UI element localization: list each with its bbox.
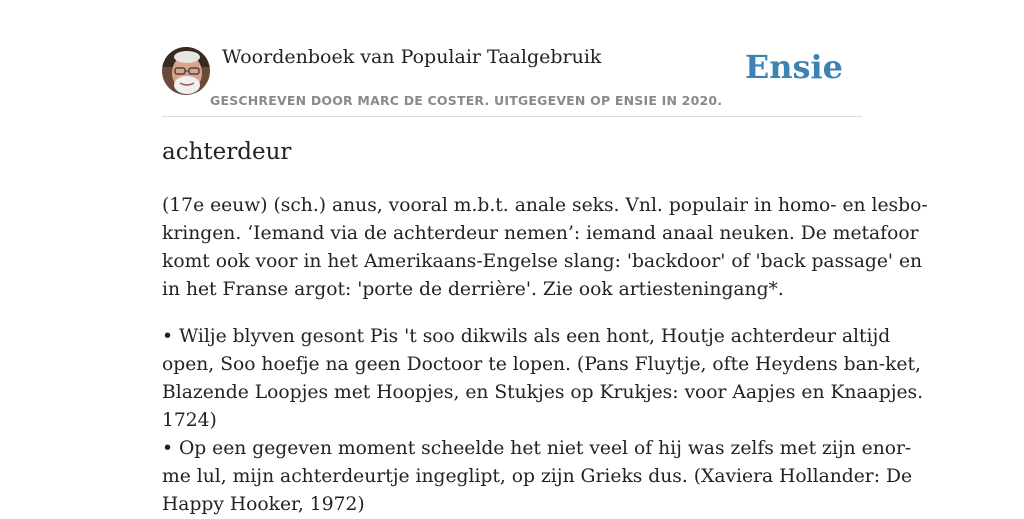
definition-line: (17e eeuw) (sch.) anus, vooral m.b.t. anale seks. Vnl. populair in homo- en lesbo-	[162, 195, 928, 216]
quote-line: open, Soo hoefje na geen Doctoor te lopen. (Pans Fluytje, ofte Heydens ban-ket,	[162, 354, 921, 375]
quote-line: • Op een gegeven moment scheelde het niet veel of hij was zelfs met zijn enor-	[162, 438, 912, 459]
entry-quotes	[162, 323, 924, 519]
byline: GESCHREVEN DOOR MARC DE COSTER. UITGEGEVEN OP ENSIE IN 2020.	[210, 93, 723, 108]
entry-definition	[162, 192, 928, 304]
quote-line: Blazende Loopjes met Hoopjes, en Stukjes op Krukjes: voor Aapjes en Knaapjes.	[162, 382, 924, 403]
definition-line: komt ook voor in het Amerikaans-Engelse slang: 'backdoor' of 'back passage' en	[162, 251, 923, 272]
definition-line: in het Franse argot: 'porte de derrière'. Zie ook artiesteningang*.	[162, 279, 784, 300]
definition-line: kringen. ‘Iemand via de achterdeur nemen’: iemand anaal neuken. De metafoor	[162, 223, 919, 244]
quote-line: • Wilje blyven gesont Pis 't soo dikwils als een hont, Houtje achterdeur altijd	[162, 326, 891, 347]
author-portrait-icon	[162, 47, 210, 95]
quote-line: Happy Hooker, 1972)	[162, 494, 365, 515]
page	[162, 0, 928, 515]
author-avatar[interactable]	[162, 47, 210, 95]
entry-title: achterdeur	[162, 139, 292, 165]
header	[162, 0, 862, 117]
ensie-logo[interactable]: Ensie	[744, 48, 843, 86]
quote-line: 1724)	[162, 410, 217, 431]
quote-line: me lul, mijn achterdeurtje ingeglipt, op zijn Grieks dus. (Xaviera Hollander: De	[162, 466, 913, 487]
book-title[interactable]: Woordenboek van Populair Taalgebruik	[222, 46, 602, 68]
